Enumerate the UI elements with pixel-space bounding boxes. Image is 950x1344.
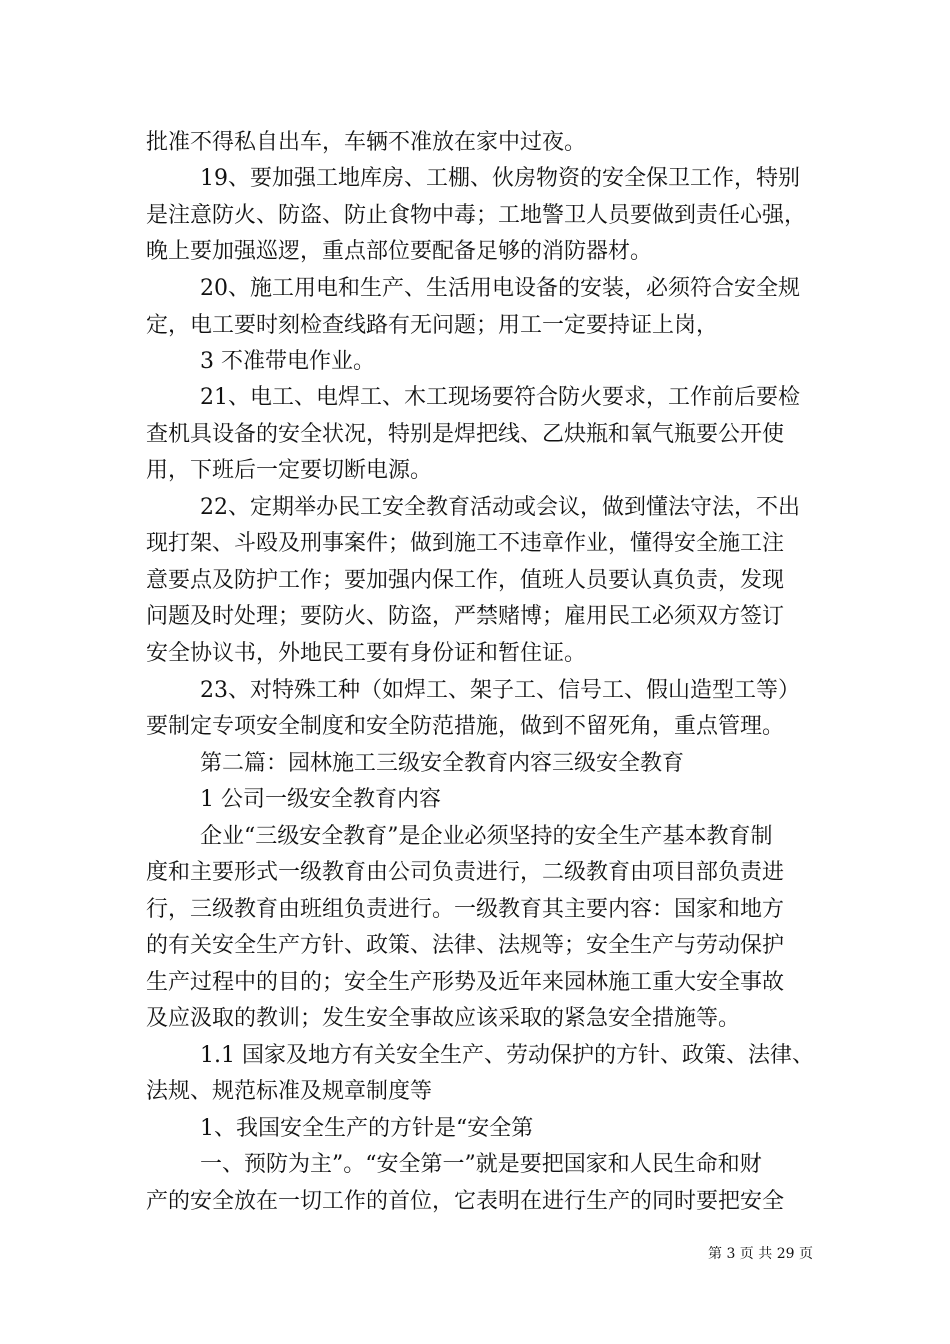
section-heading: 第二篇：园林施工三级安全教育内容三级安全教育 xyxy=(200,751,685,776)
text-line: 法规、规范标准及规章制度等 xyxy=(146,1079,433,1104)
text-line: 1、我国安全生产的方针是“安全第 xyxy=(200,1116,534,1141)
text-line: 3 不准带电作业。 xyxy=(200,349,375,374)
text-line: 的有关安全生产方针、政策、法律、法规等；安全生产与劳动保护 xyxy=(146,933,785,958)
text-line: 产的安全放在一切工作的首位，它表明在进行生产的同时要把安全 xyxy=(146,1189,785,1214)
text-line: 20、施工用电和生产、生活用电设备的安装，必须符合安全规 xyxy=(200,276,800,301)
subsection-heading: 1 公司一级安全教育内容 xyxy=(200,787,441,812)
text-line: 安全协议书，外地民工要有身份证和暂住证。 xyxy=(146,641,587,666)
text-line: 企业“三级安全教育”是企业必须坚持的安全生产基本教育制 xyxy=(200,824,773,849)
text-line: 23、对特殊工种（如焊工、架子工、信号工、假山造型工等） xyxy=(200,678,800,703)
text-line: 1.1 国家及地方有关安全生产、劳动保护的方针、政策、法律、 xyxy=(200,1043,814,1068)
text-line: 现打架、斗殴及刑事案件；做到施工不违章作业，懂得安全施工注 xyxy=(146,531,785,556)
text-line: 21、电工、电焊工、木工现场要符合防火要求，工作前后要检 xyxy=(200,385,800,410)
text-line: 度和主要形式一级教育由公司负责进行，二级教育由项目部负责进 xyxy=(146,860,785,885)
text-line: 是注意防火、防盗、防止食物中毒；工地警卫人员要做到责任心强， xyxy=(146,203,807,228)
text-line: 19、要加强工地库房、工棚、伙房物资的安全保卫工作，特别 xyxy=(200,166,800,191)
text-line: 意要点及防护工作；要加强内保工作，值班人员要认真负责，发现 xyxy=(146,568,785,593)
text-line: 晚上要加强巡逻，重点部位要配备足够的消防器材。 xyxy=(146,239,653,264)
text-line: 定，电工要时刻检查线路有无问题；用工一定要持证上岗， xyxy=(146,313,719,338)
text-line: 要制定专项安全制度和安全防范措施，做到不留死角，重点管理。 xyxy=(146,714,785,739)
text-line: 问题及时处理；要防火、防盗，严禁赌博；雇用民工必须双方签订 xyxy=(146,604,785,629)
text-line: 批准不得私自出车，车辆不准放在家中过夜。 xyxy=(146,130,587,155)
text-line: 22、定期举办民工安全教育活动或会议，做到懂法守法，不出 xyxy=(200,495,800,520)
text-line: 查机具设备的安全状况，特别是焊把线、乙炔瓶和氧气瓶要公开使 xyxy=(146,422,785,447)
text-line: 及应汲取的教训；发生安全事故应该采取的紧急安全措施等。 xyxy=(146,1006,741,1031)
text-line: 一、预防为主”。“安全第一”就是要把国家和人民生命和财 xyxy=(200,1152,762,1177)
page-number-footer: 第 3 页 共 29 页 xyxy=(708,1246,813,1262)
text-line: 行，三级教育由班组负责进行。一级教育其主要内容：国家和地方 xyxy=(146,897,785,922)
text-line: 用，下班后一定要切断电源。 xyxy=(146,458,433,483)
text-line: 生产过程中的目的；安全生产形势及近年来园林施工重大安全事故 xyxy=(146,970,785,995)
